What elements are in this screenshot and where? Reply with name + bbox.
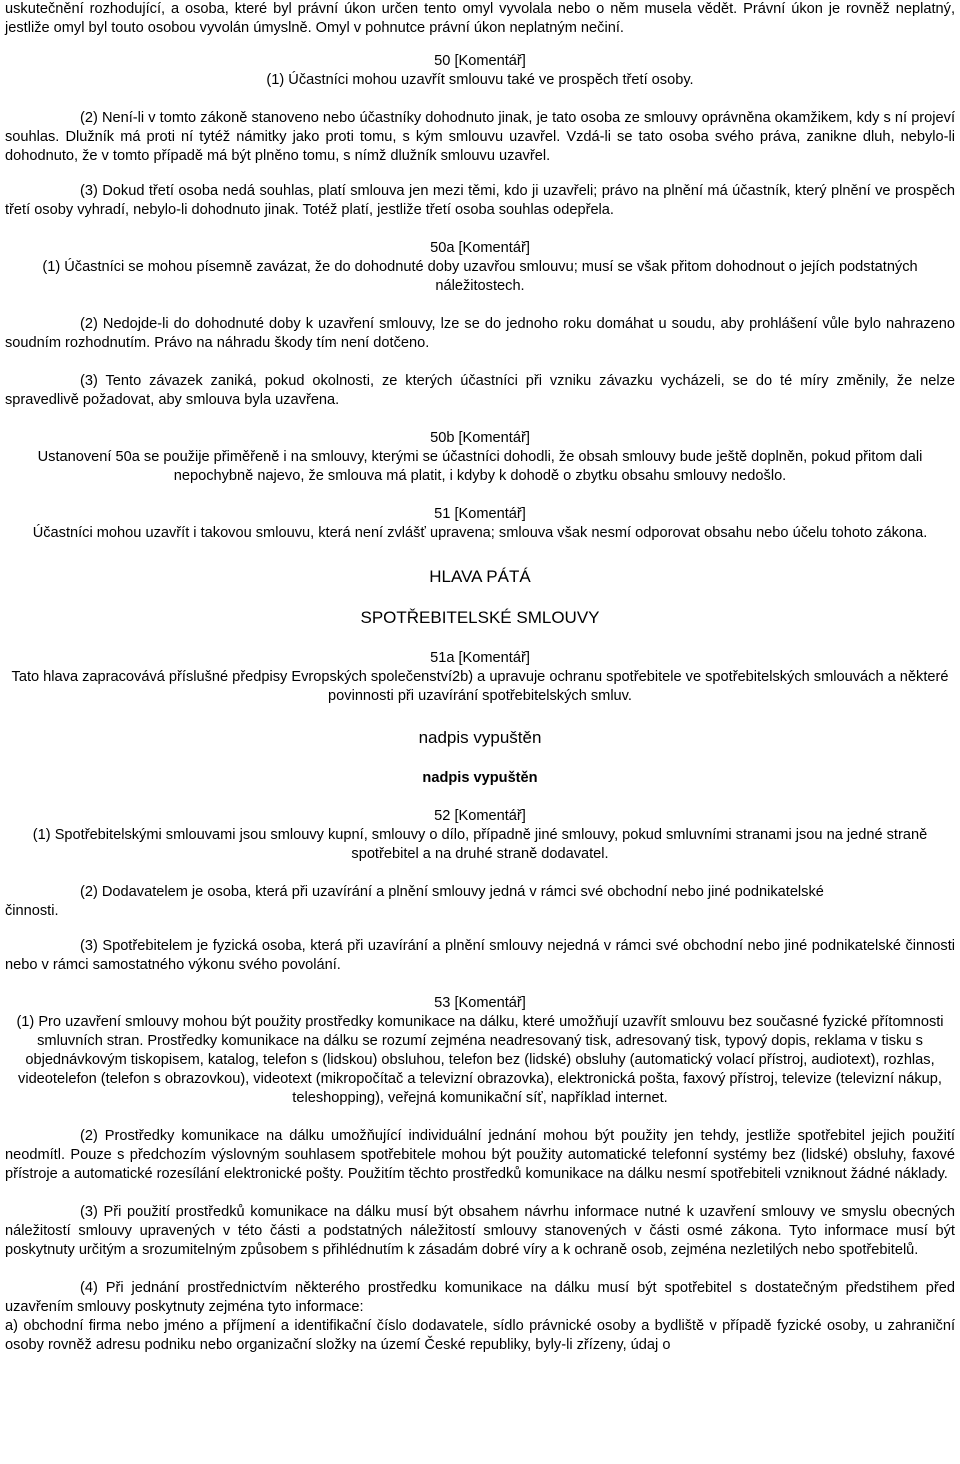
omitted-heading-bold: nadpis vypuštěn [422,770,538,786]
section-50-paragraph-3: (3) Dokud třetí osoba nedá souhlas, platí smlouva jen mezi těmi, kdo ji uzavřeli; právo na plnění má účastník, který plnění ve prospěch třetí osoby vyhradí, nebylo-li dohodnuto jinak. Totéž platí, jestliže třetí osoba souhlas odepřela. [5,183,955,218]
section-52-paragraph-2-end: činnosti. [5,903,59,919]
section-50-paragraph-2: (2) Není-li v tomto zákoně stanoveno nebo účastníky dohodnuto jinak, je tato osoba ze smlouvy oprávněna okamžikem, kdy s ní projeví souhlas. Dlužník má proti ní tytéž námitky jako proti tomu, s kým smlouvu uzavřel. Vzdá-li se tato osoba svého práva, zanikne dluh, nebylo-li dohodnuto, že v tomto případě má být plněno tomu, s nímž dlužník smlouvu uzavřel. [5,110,955,164]
section-53-paragraph-3: (3) Při použití prostředků komunikace na dálku musí být obsahem návrhu informace nutné k uzavření smlouvy ve smyslu obecných náležitostí smlouvy upravených v této části a podstatných náležitostí smlouvy stanovených v části osmé zákona. Tyto informace musí být poskytnuty určitým a srozumitelným způsobem s přihlédnutím k zásadám dobré víry a k ochraně osob, zejména nezletilých nebo spotřebitelů. [5,1204,955,1258]
section-50a-paragraph-1: (1) Účastníci se mohou písemně zavázat, že do dohodnuté doby uzavřou smlouvu; musí se však přitom dohodnout o jejích podstatných náležitostech. [42,259,918,294]
section-52-paragraph-1: (1) Spotřebitelskými smlouvami jsou smlouvy kupní, smlouvy o dílo, případně jiné smlouvy, pokud smluvními stranami jsou na jedné straně spotřebitel a na druhé straně dodavatel. [32,827,928,862]
section-50a-paragraph-3: (3) Tento závazek zaniká, pokud okolnosti, ze kterých účastníci při vzniku závazku vycházeli, se do té míry změnily, že nelze spravedlivě požadovat, aby smlouva byla uzavřena. [5,373,955,408]
section-50b-paragraph-1: Ustanovení 50a se použije přiměřeně i na smlouvy, kterými se účastníci dohodli, že obsah smlouvy bude ještě doplněn, pokud přitom dali nepochybně najevo, že smlouva má platit, i kdyby k dohodě o zbytku obsahu smlouvy nedošlo. [37,449,923,484]
section-51a-title[interactable]: 51a [Komentář] [430,650,530,666]
section-50a-title[interactable]: 50a [Komentář] [430,240,530,256]
section-50-title[interactable]: 50 [Komentář] [434,53,526,69]
section-53-title[interactable]: 53 [Komentář] [434,995,526,1011]
chapter-subtitle: SPOTŘEBITELSKÉ SMLOUVY [360,608,600,627]
section-50b-title[interactable]: 50b [Komentář] [430,430,530,446]
section-53-paragraph-4-item-a: a) obchodní firma nebo jméno a příjmení a identifikační číslo dodavatele, sídlo právnické osoby a bydliště v případě fyzické osoby, u zahraniční osoby rovněž adresu podniku nebo organizační složky na území České republiky, byly-li zřízeny, údaj o [5,1318,955,1353]
section-52-title[interactable]: 52 [Komentář] [434,808,526,824]
section-53-paragraph-4: (4) Při jednání prostřednictvím některého prostředku komunikace na dálku musí být spotřebitel s dostatečným předstihem před uzavřením smlouvy poskytnuty zejména tyto informace: [5,1280,955,1315]
section-51-title[interactable]: 51 [Komentář] [434,506,526,522]
section-52-paragraph-3: (3) Spotřebitelem je fyzická osoba, která při uzavírání a plnění smlouvy nejedná v rámci své obchodní nebo jiné podnikatelské činnosti nebo v rámci samostatného výkonu svého povolání. [5,938,955,973]
section-53-paragraph-2: (2) Prostředky komunikace na dálku umožňující individuální jednání mohou být použity jen tehdy, jestliže spotřebitel jejich použití neodmítl. Pouze s předchozím výslovným souhlasem spotřebitele mohou být použity automatické telefonní systémy bez (lidské) obsluhy, faxové přístroje a automatické rozesílání elektronické pošty. Použitím těchto prostředků komunikace na dálku nesmí spotřebiteli vzniknout žádné náklady. [5,1128,955,1182]
section-51-paragraph-1: Účastníci mohou uzavřít i takovou smlouvu, která není zvlášť upravena; smlouva však nesmí odporovat obsahu nebo účelu tohoto zákona. [32,525,928,541]
section-53-paragraph-1: (1) Pro uzavření smlouvy mohou být použity prostředky komunikace na dálku, které umožňují uzavřít smlouvu bez současné fyzické přítomnosti smluvních stran. Prostředky komunikace na dálku se rozumí zejména neadresovaný tisk, adresovaný tisk, typový dopis, reklama v tisku s objednávkovým tiskopisem, katalog, telefon s (lidskou) obsluhou, telefon bez (lidské) obsluhy (automatický volací přístroj, audiotext), rozhlas, videotelefon (telefon s obrazovkou), videotext (mikropočítač a televizní obrazovka), elektronická pošta, faxový přístroj, televize (televizní nákup, teleshopping), veřejná komunikační síť, například internet. [16,1014,944,1106]
section-52-paragraph-2: (2) Dodavatelem je osoba, která při uzavírání a plnění smlouvy jedná v rámci své obchodní nebo jiné podnikatelské [80,884,824,900]
section-50-paragraph-1: (1) Účastníci mohou uzavřít smlouvu také ve prospěch třetí osoby. [266,72,694,88]
section-51a-paragraph-1: Tato hlava zapracovává příslušné předpisy Evropských společenství2b) a upravuje ochranu spotřebitele ve spotřebitelských smlouvách a některé povinnosti při uzavírání spotřebitelských smluv. [11,669,949,704]
chapter-title: HLAVA PÁTÁ [429,567,531,586]
paragraph-continuation: uskutečnění rozhodující, a osoba, které byl právní úkon určen tento omyl vyvolala nebo o něm musela vědět. Právní úkon je rovněž neplatný, jestliže omyl byl touto osobou vyvolán úmyslně. Omyl v pohnutce právní úkon neplatným nečiní. [5,1,955,36]
section-50a-paragraph-2: (2) Nedojde-li do dohodnuté doby k uzavření smlouvy, lze se do jednoho roku domáhat u soudu, aby prohlášení vůle bylo nahrazeno soudním rozhodnutím. Právo na náhradu škody tím není dotčeno. [5,316,955,351]
omitted-heading: nadpis vypuštěn [418,728,542,747]
